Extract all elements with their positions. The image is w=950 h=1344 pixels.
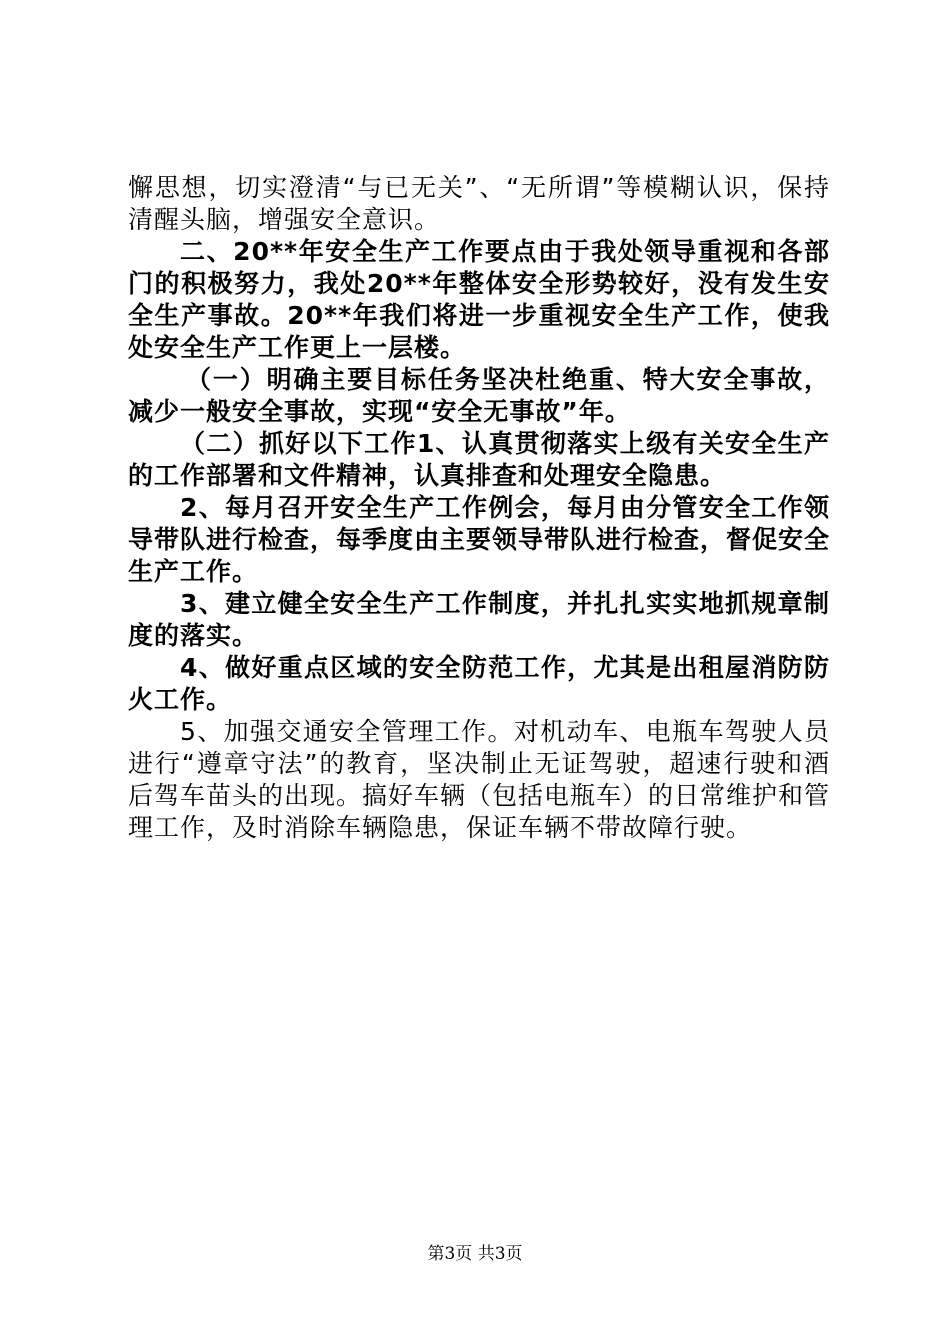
page-footer: 第3页 共3页 [427, 1244, 523, 1264]
paragraph-point-5: 5、加强交通安全管理工作。对机动车、电瓶车驾驶人员进行“遵章守法”的教育，坚决制止无证驾驶，超速行驶和酒后驾车苗头的出现。搞好车辆（包括电瓶车）的日常维护和管理工作，及时消除车辆隐患，保证车辆不带故障行驶。 [128, 717, 831, 842]
paragraph-point-2: 2、每月召开安全生产工作例会，每月由分管安全工作领导带队进行检查，每季度由主要领导带队进行检查，督促安全生产工作。 [128, 493, 831, 586]
paragraph-section-two: 二、20**年安全生产工作要点由于我处领导重视和各部门的积极努力，我处20**年整体安全形势较好，没有发生安全生产事故。20**年我们将进一步重视安全生产工作，使我处安全生产工作更上一层楼。 [128, 237, 830, 362]
paragraph-item-one: （一）明确主要目标任务坚决杜绝重、特大安全事故，减少一般安全事故，实现“安全无事故”年。 [128, 365, 830, 426]
paragraph-item-two: （二）抓好以下工作1、认真贯彻落实上级有关安全生产的工作部署和文件精神，认真排查和处理安全隐患。 [128, 429, 830, 490]
paragraph-continuation: 懈思想，切实澄清“与已无关”、“无所谓”等模糊认识，保持清醒头脑，增强安全意识。 [128, 173, 830, 234]
paragraph-point-4: 4、做好重点区域的安全防范工作，尤其是出租屋消防防火工作。 [128, 653, 830, 714]
paragraph-point-3: 3、建立健全安全生产工作制度，并扎扎实实地抓规章制度的落实。 [128, 589, 830, 650]
document-body [128, 172, 830, 844]
